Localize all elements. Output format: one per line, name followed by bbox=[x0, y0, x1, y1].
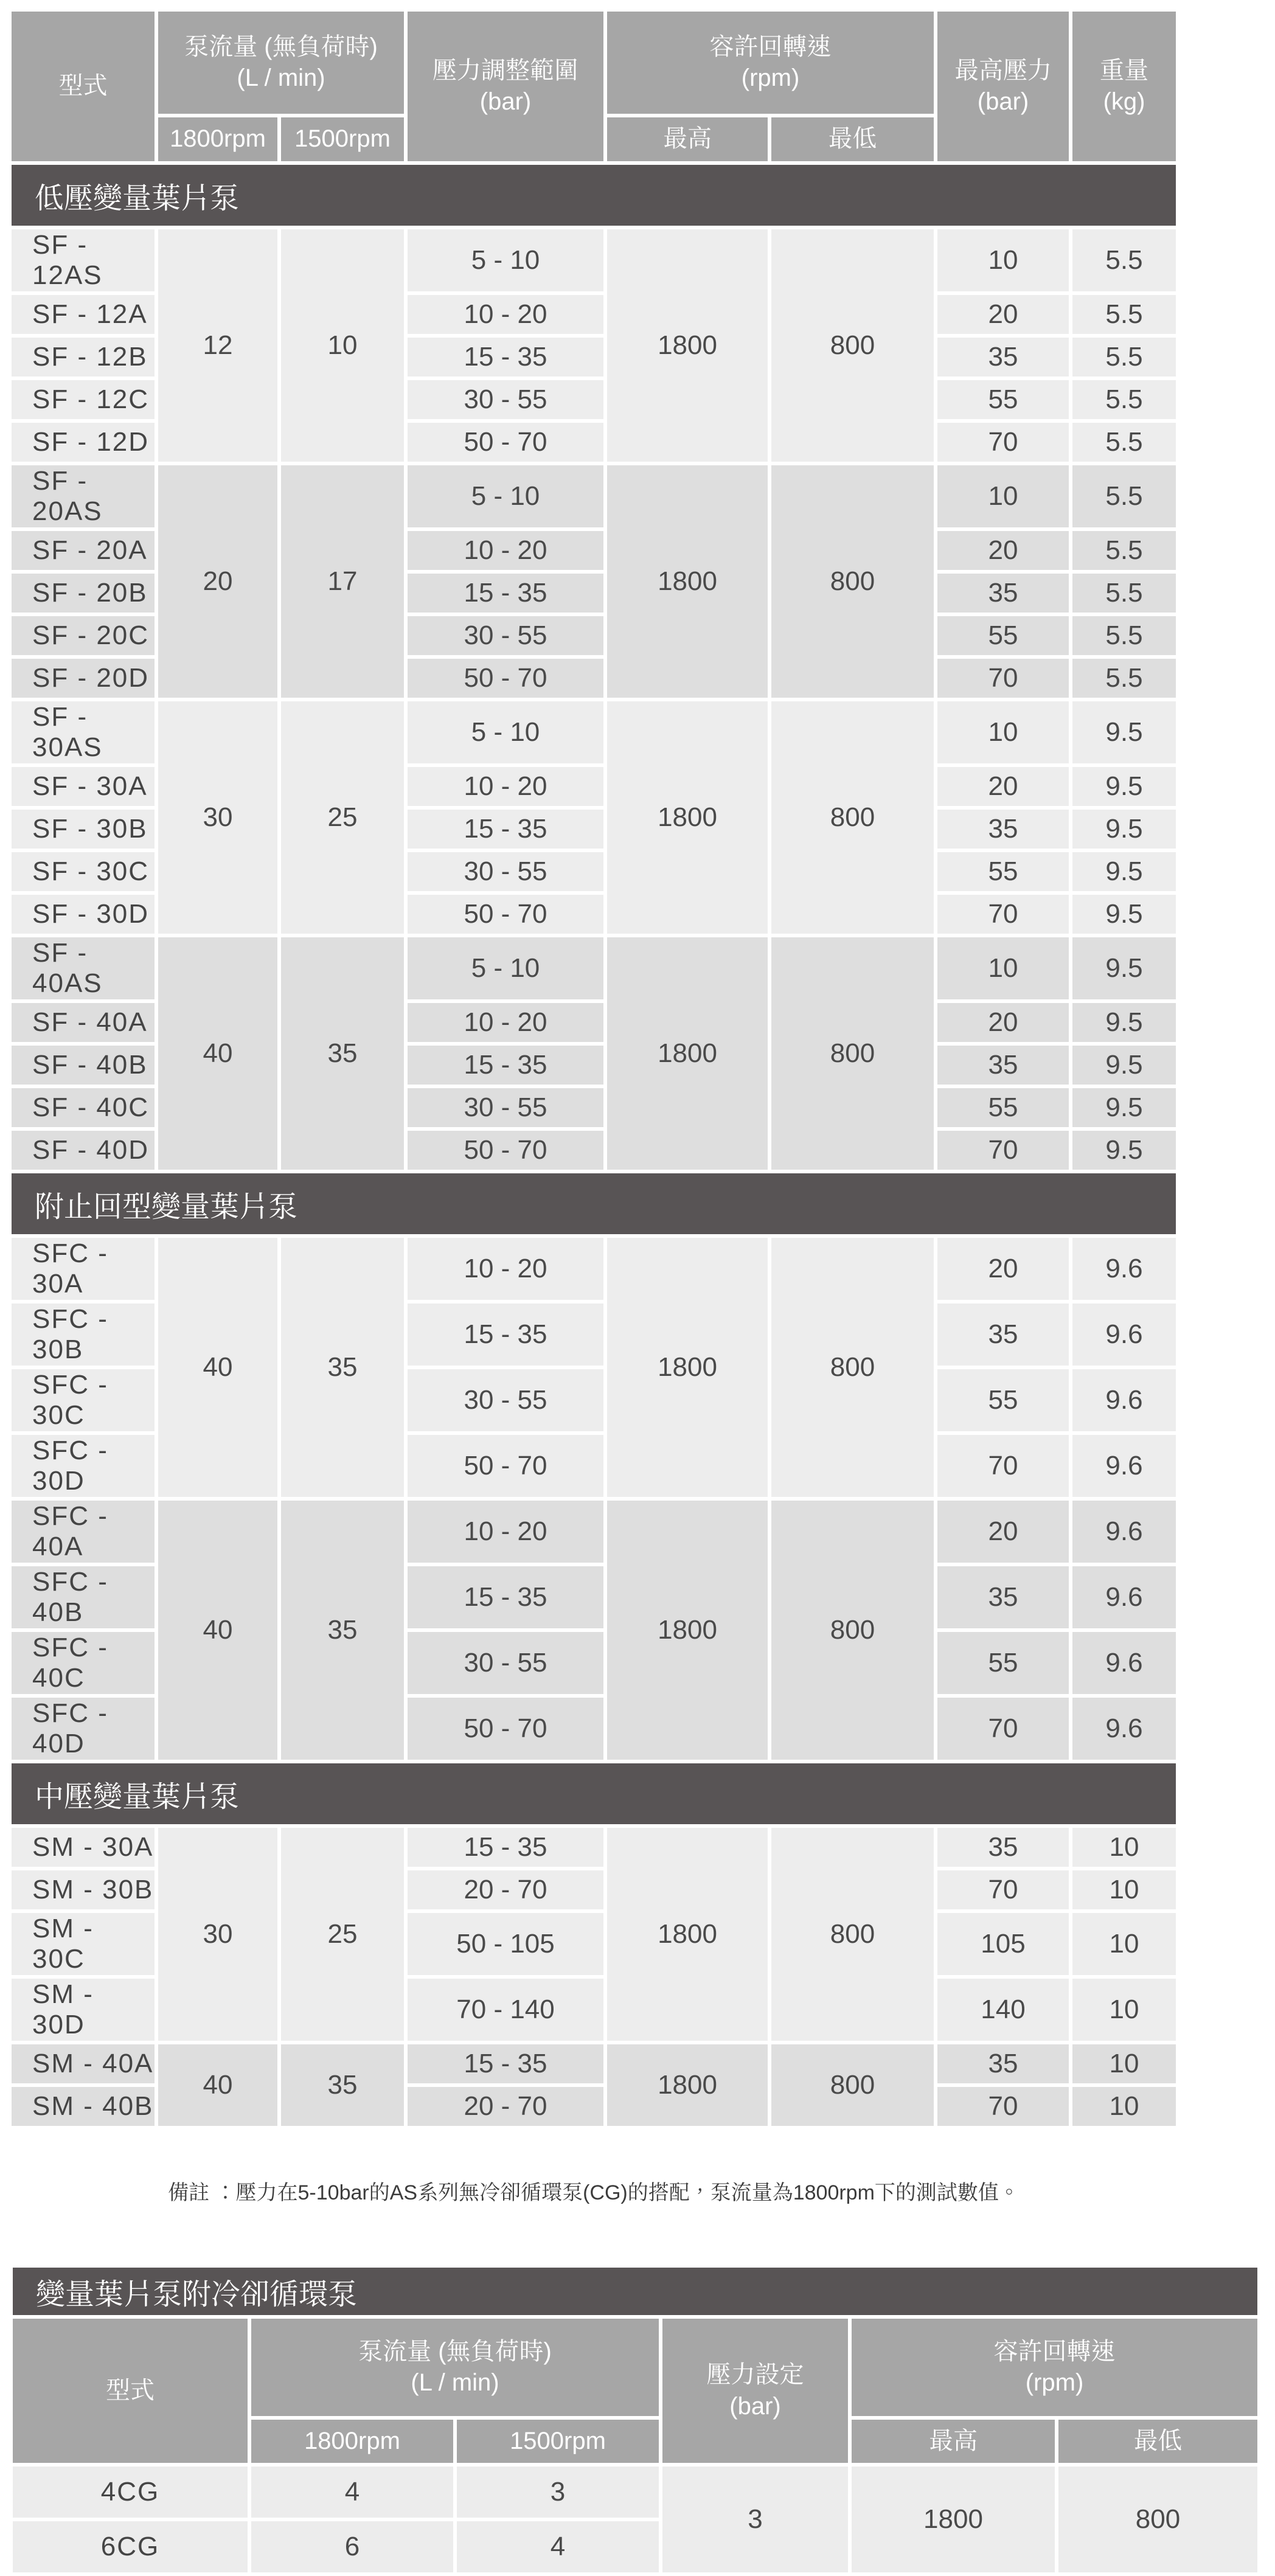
weight-cell: 9.6 bbox=[1072, 1698, 1176, 1760]
flow-1800-cell: 30 bbox=[158, 1828, 277, 2041]
pressure-range-cell: 5 - 10 bbox=[408, 937, 603, 999]
model-cell: SFC - 40B bbox=[12, 1566, 155, 1628]
model-cell: SFC - 30D bbox=[12, 1435, 155, 1497]
col-header-1500rpm: 1500rpm bbox=[281, 117, 404, 161]
model-cell: SFC - 40A bbox=[12, 1501, 155, 1563]
flow-1800-cell: 6 bbox=[251, 2521, 453, 2572]
weight-cell: 9.5 bbox=[1072, 1046, 1176, 1085]
speed-max-cell: 1800 bbox=[607, 1828, 768, 2041]
col-header-pressure-range bbox=[408, 12, 603, 161]
flow-group-label: 泵流量 (無負荷時) bbox=[184, 33, 378, 60]
col-header-pressure-setting bbox=[662, 2319, 848, 2463]
cooling-pump-table bbox=[9, 2264, 1261, 2576]
weight-cell: 10 bbox=[1072, 1913, 1176, 1975]
pressure-range-cell: 30 - 55 bbox=[408, 380, 603, 419]
weight-cell: 9.5 bbox=[1072, 767, 1176, 806]
flow-1500-cell: 35 bbox=[281, 1501, 404, 1760]
header-row-1 bbox=[13, 2319, 1257, 2416]
speed-min-cell: 800 bbox=[771, 465, 934, 698]
model-cell: SF - 30AS bbox=[12, 701, 155, 763]
pressure-setting-unit: (bar) bbox=[729, 2392, 781, 2420]
max-pressure-cell: 140 bbox=[937, 1979, 1069, 2041]
pressure-range-cell: 50 - 70 bbox=[408, 895, 603, 934]
model-cell: SF - 30B bbox=[12, 810, 155, 849]
weight-cell: 5.5 bbox=[1072, 574, 1176, 613]
pressure-range-cell: 15 - 35 bbox=[408, 338, 603, 377]
flow-1800-cell: 40 bbox=[158, 937, 277, 1170]
speed-min-cell: 800 bbox=[771, 2044, 934, 2126]
pressure-range-cell: 15 - 35 bbox=[408, 1566, 603, 1628]
flow-1500-cell: 25 bbox=[281, 1828, 404, 2041]
weight-cell: 9.5 bbox=[1072, 701, 1176, 763]
max-pressure-cell: 35 bbox=[937, 338, 1069, 377]
pressure-range-cell: 30 - 55 bbox=[408, 1088, 603, 1127]
weight-cell: 10 bbox=[1072, 2087, 1176, 2126]
max-pressure-cell: 20 bbox=[937, 295, 1069, 334]
weight-cell: 10 bbox=[1072, 1979, 1176, 2041]
model-cell: SFC - 40D bbox=[12, 1698, 155, 1760]
pressure-range-cell: 30 - 55 bbox=[408, 852, 603, 891]
model-cell: SF - 40C bbox=[12, 1088, 155, 1127]
flow-1800-cell: 12 bbox=[158, 229, 277, 462]
pressure-range-cell: 20 - 70 bbox=[408, 1870, 603, 1909]
weight-cell: 9.5 bbox=[1072, 1131, 1176, 1170]
flow-1500-cell: 3 bbox=[457, 2467, 659, 2518]
speed-min-cell: 800 bbox=[771, 1501, 934, 1760]
weight-cell: 5.5 bbox=[1072, 659, 1176, 698]
max-pressure-cell: 10 bbox=[937, 229, 1069, 291]
weight-cell: 9.6 bbox=[1072, 1632, 1176, 1694]
max-pressure-cell: 35 bbox=[937, 2044, 1069, 2083]
pressure-range-cell: 5 - 10 bbox=[408, 229, 603, 291]
pressure-range-cell: 50 - 70 bbox=[408, 1435, 603, 1497]
pressure-range-cell: 50 - 70 bbox=[408, 423, 603, 462]
max-pressure-cell: 55 bbox=[937, 380, 1069, 419]
weight-cell: 5.5 bbox=[1072, 616, 1176, 655]
pressure-range-cell: 10 - 20 bbox=[408, 295, 603, 334]
weight-cell: 9.6 bbox=[1072, 1501, 1176, 1563]
max-pressure-cell: 35 bbox=[937, 1046, 1069, 1085]
pressure-setting-label: 壓力設定 bbox=[706, 2361, 804, 2389]
max-pressure-cell: 70 bbox=[937, 1131, 1069, 1170]
flow-1500-cell: 10 bbox=[281, 229, 404, 462]
section-low-pressure bbox=[12, 165, 1176, 226]
flow-1500-cell: 17 bbox=[281, 465, 404, 698]
footnote: 備註 ：壓力在5-10bar的AS系列無冷卻循環泵(CG)的搭配，泵流量為1800rpm下的測試數值。 bbox=[168, 2181, 1020, 2204]
weight-cell: 9.6 bbox=[1072, 1435, 1176, 1497]
weight-cell: 9.5 bbox=[1072, 937, 1176, 999]
max-pressure-label: 最高壓力 bbox=[954, 57, 1052, 84]
pressure-range-cell: 10 - 20 bbox=[408, 1238, 603, 1300]
section-medium-pressure bbox=[12, 1763, 1176, 1824]
model-cell: SF - 30D bbox=[12, 895, 155, 934]
speed-group-unit: (rpm) bbox=[741, 64, 800, 91]
model-cell: SF - 20D bbox=[12, 659, 155, 698]
speed-min-cell: 800 bbox=[771, 229, 934, 462]
col-header-speed-min: 最低 bbox=[1058, 2420, 1257, 2463]
max-pressure-cell: 20 bbox=[937, 1238, 1069, 1300]
pressure-range-cell: 50 - 70 bbox=[408, 1698, 603, 1760]
pressure-range-cell: 15 - 35 bbox=[408, 2044, 603, 2083]
max-pressure-cell: 35 bbox=[937, 810, 1069, 849]
model-cell: SF - 12B bbox=[12, 338, 155, 377]
weight-cell: 9.5 bbox=[1072, 810, 1176, 849]
max-pressure-cell: 20 bbox=[937, 767, 1069, 806]
speed-max-cell: 1800 bbox=[607, 2044, 768, 2126]
weight-cell: 5.5 bbox=[1072, 423, 1176, 462]
col-header-1500rpm: 1500rpm bbox=[457, 2420, 659, 2463]
pressure-range-cell: 20 - 70 bbox=[408, 2087, 603, 2126]
weight-cell: 9.5 bbox=[1072, 895, 1176, 934]
flow-1500-cell: 35 bbox=[281, 1238, 404, 1497]
model-cell: SM - 30A bbox=[12, 1828, 155, 1867]
col-header-model: 型式 bbox=[13, 2319, 248, 2463]
model-cell: SF - 40B bbox=[12, 1046, 155, 1085]
pressure-range-cell: 5 - 10 bbox=[408, 701, 603, 763]
max-pressure-cell: 70 bbox=[937, 423, 1069, 462]
weight-cell: 9.6 bbox=[1072, 1566, 1176, 1628]
max-pressure-cell: 70 bbox=[937, 2087, 1069, 2126]
max-pressure-cell: 55 bbox=[937, 852, 1069, 891]
section-title: 低壓變量葉片泵 bbox=[12, 165, 1176, 226]
pump-spec-table bbox=[8, 8, 1179, 2130]
section-title: 中壓變量葉片泵 bbox=[12, 1763, 1176, 1824]
speed-group-unit: (rpm) bbox=[1025, 2369, 1084, 2396]
flow-1500-cell: 4 bbox=[457, 2521, 659, 2572]
max-pressure-cell: 35 bbox=[937, 1566, 1069, 1628]
col-header-speed-group bbox=[852, 2319, 1257, 2416]
max-pressure-cell: 70 bbox=[937, 659, 1069, 698]
max-pressure-cell: 35 bbox=[937, 574, 1069, 613]
col-header-max-pressure bbox=[937, 12, 1069, 161]
flow-1800-cell: 40 bbox=[158, 1238, 277, 1497]
pressure-range-label: 壓力調整範圍 bbox=[433, 57, 579, 84]
model-cell: SM - 30B bbox=[12, 1870, 155, 1909]
speed-min-cell: 800 bbox=[771, 701, 934, 934]
speed-group-label: 容許回轉速 bbox=[709, 33, 832, 60]
col-header-flow-group bbox=[251, 2319, 659, 2416]
flow-1800-cell: 4 bbox=[251, 2467, 453, 2518]
speed-max-cell: 1800 bbox=[852, 2467, 1055, 2572]
speed-min-cell: 800 bbox=[771, 937, 934, 1170]
pressure-range-unit: (bar) bbox=[479, 88, 532, 115]
max-pressure-cell: 10 bbox=[937, 937, 1069, 999]
max-pressure-cell: 55 bbox=[937, 1369, 1069, 1431]
max-pressure-cell: 20 bbox=[937, 531, 1069, 570]
max-pressure-cell: 55 bbox=[937, 1632, 1069, 1694]
model-cell: SF - 30A bbox=[12, 767, 155, 806]
speed-max-cell: 1800 bbox=[607, 701, 768, 934]
model-cell: SF - 40D bbox=[12, 1131, 155, 1170]
weight-cell: 9.5 bbox=[1072, 1003, 1176, 1042]
speed-min-cell: 800 bbox=[771, 1238, 934, 1497]
weight-label: 重量 bbox=[1100, 57, 1149, 84]
flow-1800-cell: 40 bbox=[158, 2044, 277, 2126]
flow-group-unit: (L / min) bbox=[411, 2369, 499, 2396]
max-pressure-cell: 70 bbox=[937, 895, 1069, 934]
speed-min-cell: 800 bbox=[1058, 2467, 1257, 2572]
model-cell: SF - 20B bbox=[12, 574, 155, 613]
max-pressure-cell: 10 bbox=[937, 701, 1069, 763]
pressure-range-cell: 30 - 55 bbox=[408, 616, 603, 655]
model-cell: SFC - 30C bbox=[12, 1369, 155, 1431]
model-cell: SF - 20AS bbox=[12, 465, 155, 527]
weight-cell: 5.5 bbox=[1072, 465, 1176, 527]
pressure-range-cell: 10 - 20 bbox=[408, 767, 603, 806]
section-cooling-pump bbox=[13, 2268, 1257, 2315]
section-title: 變量葉片泵附冷卻循環泵 bbox=[13, 2268, 1257, 2315]
model-cell: SM - 30D bbox=[12, 1979, 155, 2041]
model-cell: SF - 40A bbox=[12, 1003, 155, 1042]
weight-cell: 9.6 bbox=[1072, 1238, 1176, 1300]
max-pressure-cell: 20 bbox=[937, 1501, 1069, 1563]
model-cell: 6CG bbox=[13, 2521, 248, 2572]
speed-max-cell: 1800 bbox=[607, 465, 768, 698]
flow-1500-cell: 25 bbox=[281, 701, 404, 934]
max-pressure-cell: 35 bbox=[937, 1828, 1069, 1867]
model-cell: SM - 40B bbox=[12, 2087, 155, 2126]
weight-cell: 10 bbox=[1072, 1828, 1176, 1867]
pressure-range-cell: 10 - 20 bbox=[408, 1501, 603, 1563]
table-row bbox=[13, 2467, 1257, 2518]
weight-cell: 5.5 bbox=[1072, 338, 1176, 377]
col-header-speed-max: 最高 bbox=[607, 117, 768, 161]
weight-cell: 5.5 bbox=[1072, 380, 1176, 419]
col-header-speed-group bbox=[607, 12, 934, 114]
model-cell: SFC - 30B bbox=[12, 1304, 155, 1366]
col-header-1800rpm: 1800rpm bbox=[251, 2420, 453, 2463]
pressure-range-cell: 50 - 70 bbox=[408, 659, 603, 698]
speed-min-cell: 800 bbox=[771, 1828, 934, 2041]
max-pressure-cell: 70 bbox=[937, 1698, 1069, 1760]
weight-cell: 9.5 bbox=[1072, 1088, 1176, 1127]
model-cell: SF - 12C bbox=[12, 380, 155, 419]
pressure-setting-cell: 3 bbox=[662, 2467, 848, 2572]
pressure-range-cell: 15 - 35 bbox=[408, 1304, 603, 1366]
weight-cell: 5.5 bbox=[1072, 531, 1176, 570]
col-header-speed-max: 最高 bbox=[852, 2420, 1055, 2463]
section-check-valve bbox=[12, 1173, 1176, 1234]
spec-sheet-page bbox=[0, 8, 1275, 2561]
max-pressure-cell: 70 bbox=[937, 1870, 1069, 1909]
flow-1800-cell: 20 bbox=[158, 465, 277, 698]
max-pressure-cell: 105 bbox=[937, 1913, 1069, 1975]
model-cell: SF - 20A bbox=[12, 531, 155, 570]
max-pressure-cell: 70 bbox=[937, 1435, 1069, 1497]
max-pressure-cell: 10 bbox=[937, 465, 1069, 527]
max-pressure-unit: (bar) bbox=[977, 88, 1029, 115]
pressure-range-cell: 10 - 20 bbox=[408, 531, 603, 570]
max-pressure-cell: 55 bbox=[937, 616, 1069, 655]
pressure-range-cell: 50 - 70 bbox=[408, 1131, 603, 1170]
col-header-model: 型式 bbox=[12, 12, 155, 161]
speed-max-cell: 1800 bbox=[607, 1501, 768, 1760]
model-cell: SF - 20C bbox=[12, 616, 155, 655]
speed-max-cell: 1800 bbox=[607, 1238, 768, 1497]
pressure-range-cell: 15 - 35 bbox=[408, 1046, 603, 1085]
model-cell: SF - 12A bbox=[12, 295, 155, 334]
flow-1800-cell: 40 bbox=[158, 1501, 277, 1760]
weight-unit: (kg) bbox=[1103, 88, 1145, 115]
weight-cell: 9.5 bbox=[1072, 852, 1176, 891]
pressure-range-cell: 30 - 55 bbox=[408, 1632, 603, 1694]
col-header-flow-group bbox=[158, 12, 404, 114]
model-cell: SF - 40AS bbox=[12, 937, 155, 999]
pressure-range-cell: 50 - 105 bbox=[408, 1913, 603, 1975]
col-header-weight bbox=[1072, 12, 1176, 161]
model-cell: SFC - 30A bbox=[12, 1238, 155, 1300]
col-header-1800rpm: 1800rpm bbox=[158, 117, 277, 161]
max-pressure-cell: 35 bbox=[937, 1304, 1069, 1366]
model-cell: SM - 30C bbox=[12, 1913, 155, 1975]
speed-max-cell: 1800 bbox=[607, 229, 768, 462]
model-cell: SF - 30C bbox=[12, 852, 155, 891]
weight-cell: 5.5 bbox=[1072, 295, 1176, 334]
model-cell: SM - 40A bbox=[12, 2044, 155, 2083]
max-pressure-cell: 20 bbox=[937, 1003, 1069, 1042]
flow-1500-cell: 35 bbox=[281, 2044, 404, 2126]
weight-cell: 9.6 bbox=[1072, 1304, 1176, 1366]
model-cell: SF - 12D bbox=[12, 423, 155, 462]
flow-1500-cell: 35 bbox=[281, 937, 404, 1170]
max-pressure-cell: 55 bbox=[937, 1088, 1069, 1127]
weight-cell: 10 bbox=[1072, 1870, 1176, 1909]
col-header-speed-min: 最低 bbox=[771, 117, 934, 161]
pressure-range-cell: 70 - 140 bbox=[408, 1979, 603, 2041]
speed-max-cell: 1800 bbox=[607, 937, 768, 1170]
model-cell: SFC - 40C bbox=[12, 1632, 155, 1694]
header-row-1 bbox=[12, 12, 1176, 114]
speed-group-label: 容許回轉速 bbox=[993, 2338, 1116, 2365]
flow-group-label: 泵流量 (無負荷時) bbox=[358, 2338, 552, 2365]
model-cell: SF - 12AS bbox=[12, 229, 155, 291]
weight-cell: 5.5 bbox=[1072, 229, 1176, 291]
pressure-range-cell: 15 - 35 bbox=[408, 810, 603, 849]
flow-group-unit: (L / min) bbox=[237, 64, 325, 91]
pressure-range-cell: 15 - 35 bbox=[408, 574, 603, 613]
section-title: 附止回型變量葉片泵 bbox=[12, 1173, 1176, 1234]
weight-cell: 10 bbox=[1072, 2044, 1176, 2083]
weight-cell: 9.6 bbox=[1072, 1369, 1176, 1431]
flow-1800-cell: 30 bbox=[158, 701, 277, 934]
pressure-range-cell: 30 - 55 bbox=[408, 1369, 603, 1431]
pressure-range-cell: 5 - 10 bbox=[408, 465, 603, 527]
model-cell: 4CG bbox=[13, 2467, 248, 2518]
pressure-range-cell: 15 - 35 bbox=[408, 1828, 603, 1867]
pressure-range-cell: 10 - 20 bbox=[408, 1003, 603, 1042]
